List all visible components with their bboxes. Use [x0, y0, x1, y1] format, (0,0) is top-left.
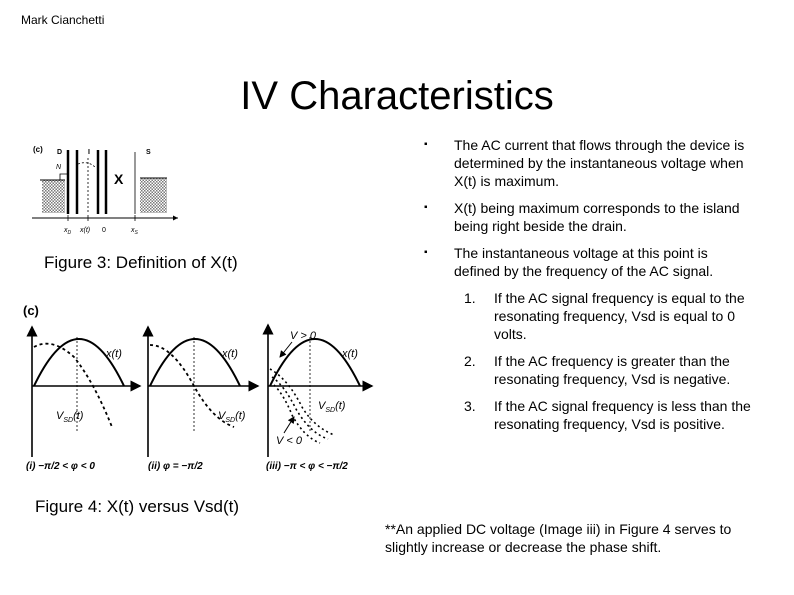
v-pos-label: V > 0 [290, 330, 316, 342]
fig3-tick-xd: x [64, 227, 68, 234]
svg-text:xS [130, 227, 139, 236]
fig3-panel-label: (c) [33, 145, 43, 154]
figure-4-diagram [22, 297, 374, 477]
bullet-text: The AC current that flows through the device is determined by the instantaneous voltage when X(t) is maximum. [454, 137, 745, 189]
numbered-item [422, 289, 752, 343]
fig3-tick-xs-sub: S [134, 230, 138, 236]
drain-hatch [42, 180, 65, 213]
xt-curve-ii [150, 339, 240, 386]
fig3-tick-xd-sub: D [67, 230, 72, 236]
fig3-tick-xt: x(t) [80, 227, 91, 234]
vsd-suffix-iii: (t) [335, 400, 346, 412]
numbered-item [422, 352, 752, 388]
fig3-tick-xs: x [131, 227, 135, 234]
vsd-suffix-ii: (t) [235, 410, 246, 422]
numbered-item [422, 397, 752, 433]
bullet-item [422, 199, 752, 235]
bullet-item [422, 244, 752, 280]
fig4-panel-ii [148, 327, 258, 472]
bullet-marker-icon: ▪ [424, 202, 428, 213]
bullet-marker-icon: ▪ [424, 247, 428, 258]
vsd-sub-iii: SD [325, 407, 336, 414]
v-neg-label: V < 0 [276, 435, 302, 447]
numbered-text: If the AC signal frequency is equal to the resonating frequency, Vsd is equal to 0 volts. [494, 290, 745, 342]
numbered-index: 1. [464, 290, 476, 306]
numbered-index: 2. [464, 353, 476, 369]
fig3-label-s: S [146, 149, 151, 156]
bullet-text: X(t) being maximum corresponds to the island being right beside the drain. [454, 200, 740, 234]
fig4-panel-iii [266, 325, 372, 472]
fig4-sublabel-iii: (iii) −π < φ < −π/2 [266, 461, 348, 472]
numbered-text: If the AC signal frequency is less than the resonating frequency, Vsd is positive. [494, 398, 751, 432]
svg-text:xD [63, 227, 72, 236]
bullet-marker-icon: ▪ [424, 139, 428, 150]
vsd-sub-i: SD [63, 417, 74, 424]
figure-3-diagram [30, 142, 180, 242]
fig4-panel-label: (c) [23, 303, 39, 318]
xt-label-ii: x(t) [222, 348, 238, 360]
xt-curve-i [34, 339, 124, 386]
vsd-label-iii: V [318, 400, 326, 412]
source-hatch [140, 178, 167, 213]
footnote: **An applied DC voltage (Image iii) in Figure 4 serves to slightly increase or decrease the phase shift. [385, 521, 732, 555]
numbered-text: If the AC frequency is greater than the resonating frequency, Vsd is negative. [494, 353, 731, 387]
fig3-label-d: D [57, 149, 63, 156]
bullet-item [422, 136, 752, 190]
vsd-label-i: V [56, 410, 64, 422]
figure-4-caption: Figure 4: X(t) versus Vsd(t) [35, 497, 240, 516]
svg-text:VSD(t) [56, 410, 84, 424]
fig3-tick-zero: 0 [102, 227, 106, 234]
fig3-label-i: I [88, 149, 90, 156]
bullet-text: The instantaneous voltage at this point is defined by the frequency of the AC signal. [454, 245, 714, 279]
fig4-panel-i [26, 327, 140, 472]
vsd-sub-ii: SD [225, 417, 236, 424]
bullet-list [422, 136, 752, 442]
svg-text:VSD(t) [218, 410, 246, 424]
fig3-label-n: N [56, 164, 62, 171]
fig4-sublabel-ii: (ii) φ = −π/2 [148, 461, 203, 472]
fig3-label-x: X [114, 171, 124, 187]
figure-3-caption: Figure 3: Definition of X(t) [44, 253, 238, 272]
vsd-suffix-i: (t) [73, 410, 84, 422]
fig4-sublabel-i: (i) −π/2 < φ < 0 [26, 461, 95, 472]
numbered-index: 3. [464, 398, 476, 414]
vsd-label-ii: V [218, 410, 226, 422]
xt-label-i: x(t) [106, 348, 122, 360]
svg-text:VSD(t) [318, 400, 346, 414]
slide-title: IV Characteristics [240, 74, 554, 118]
xt-label-iii: x(t) [342, 348, 358, 360]
author-name: Mark Cianchetti [21, 13, 105, 27]
